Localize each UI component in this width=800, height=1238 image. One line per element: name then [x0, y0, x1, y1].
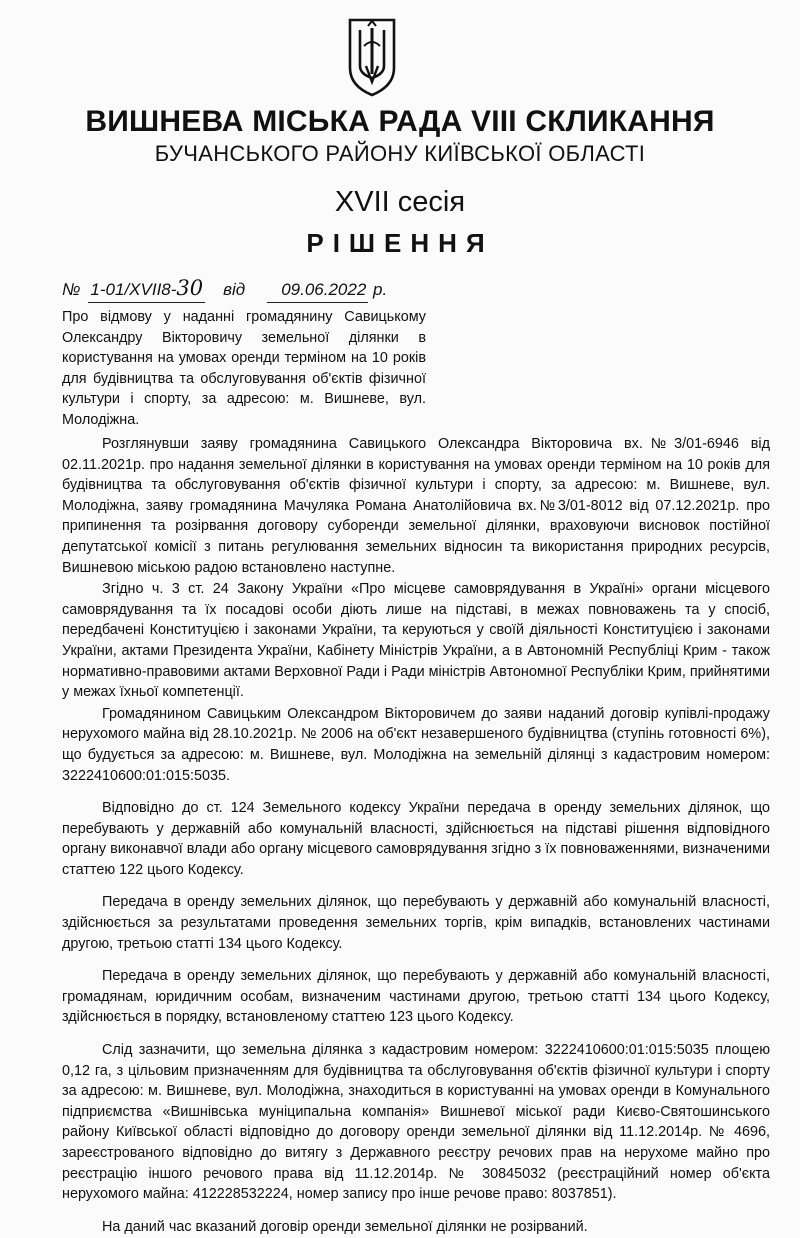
council-district: БУЧАНСЬКОГО РАЙОНУ КИЇВСЬКОЇ ОБЛАСТІ: [154, 141, 646, 166]
decision-meta-row: [62, 276, 387, 303]
paragraph: Згідно ч. 3 ст. 24 Закону України «Про місцеве самоврядування в Україні» органи місцевого самоврядування та їх посадові особи діють лише на підставі, в межах повноважень та у спосіб, передбачені Конституцією і законами України, та керуються у своїй діяльності Конституцією і законами України, актами Президента України, Кабінету Міністрів України, а в Автономній Республіці Крим - також нормативно-правовими актами Верховної Ради і Ради міністрів Автономної Республіки Крим, прийнятими у межах їхньої компетенції.: [62, 581, 770, 701]
decision-number: [88, 276, 205, 303]
paragraph: На даний час вказаний договір оренди земельної ділянки не розірваний.: [102, 1218, 588, 1235]
date-suffix: р.: [373, 280, 388, 299]
decision-number-handwritten: 30: [176, 276, 204, 300]
paragraph: Розглянувши заяву громадянина Савицького Олександра Вікторовича вх.№3/01-6946 від 02.11.2021р. про надання земельної ділянки в користування на умовах оренди терміном на 10 років для будівництва та обслуговування об'єктів фізичної культури і спорту, за адресою: м. Вишневе, вул. Молодіжна, заяву громадянина Мачуляка Романа Анатолійовича вх.№3/01-8012 від 07.12.2021р. про припинення та розірвання договору суборенди земельної ділянки, враховуючи висновок постійної депутатської комісії з питань регулювання земельних відносин та використання природних ресурсів, Вишневою міською радою встановлено наступне.: [62, 436, 770, 576]
decision-body: [62, 434, 770, 1238]
paragraph: Передача в оренду земельних ділянок, що перебувають у державній або комунальній власності, здійснюється за результатами проведення земельних торгів, крім випадків, встановлених частинами другою, третьою статті 134 цього Кодексу.: [62, 894, 770, 952]
number-label: №: [62, 280, 81, 299]
paragraph: Передача в оренду земельних ділянок, що перебувають у державній або комунальній власності, громадянам, юридичним особам, визначеним частинами другою, третьою статті 134 цього Кодексу, здійснюється в порядку, встановленому статтею 123 цього Кодексу.: [62, 968, 770, 1026]
trident-icon: [344, 16, 400, 98]
from-label: від: [223, 280, 246, 299]
decision-date: 09.06.2022: [267, 278, 368, 303]
paragraph: Громадянином Савицьким Олександром Вікторовичем до заяви наданий договір купівлі-продажу нерухомого майна від 28.10.2021р. № 2006 на об'єкт незавершеного будівництва (ступінь готовності 6%), що будується за адресою: м. Вишневе, вул. Молодіжна на земельній ділянці з кадастровим номером: 3222410600:01:015:5035.: [62, 705, 770, 784]
council-title: ВИШНЕВА МІСЬКА РАДА VIII СКЛИКАННЯ: [85, 105, 715, 138]
paragraph: Слід зазначити, що земельна ділянка з кадастровим номером: 3222410600:01:015:5035 площею 0,12 га, з цільовим призначенням для будівництва та обслуговування об'єктів фізичної культури і спорту за адресою: м. Вишневе, вул. Молодіжна, знаходиться в користуванні на умовах оренди в Комунального підприємства «Вишнівська муніципальна компанія» Вишневої міської ради Києво-Святошинського району Київської області відповідно до договору оренди земельної ділянки від 11.12.2014р. № 4696, зареєстрованого відповідно до витягу з Державного реєстру речових прав на нерухоме майно про реєстрацію іншого речового права від 11.12.2014р. № 30845032 (реєстраційний номер об'єкта нерухомого майна: 412228532224, номер запису про інше речове право: 8037851).: [62, 1042, 770, 1203]
decision-subject: Про відмову у наданні громадянину Савицькому Олександру Вікторовичу земельної ділянки в користування на умовах оренди терміном на 10 років для будівництва та обслуговування об'єктів фізичної культури і спорту, за адресою: м. Вишневе, вул. Молодіжна.: [62, 309, 426, 428]
paragraph: Відповідно до ст. 124 Земельного кодексу України передача в оренду земельних ділянок, що перебувають у державній або комунальній власності, здійснюється на підставі рішення відповідного органу виконавчої влади або органу місцевого самоврядування згідно з їх повноваженнями, визначеними статтею 122 цього Кодексу.: [62, 800, 770, 878]
session-title: XVII сесія: [334, 186, 466, 218]
document-type-title: РІШЕННЯ: [306, 228, 494, 258]
decision-number-prefix: 1-01/XVII8-: [90, 280, 177, 299]
